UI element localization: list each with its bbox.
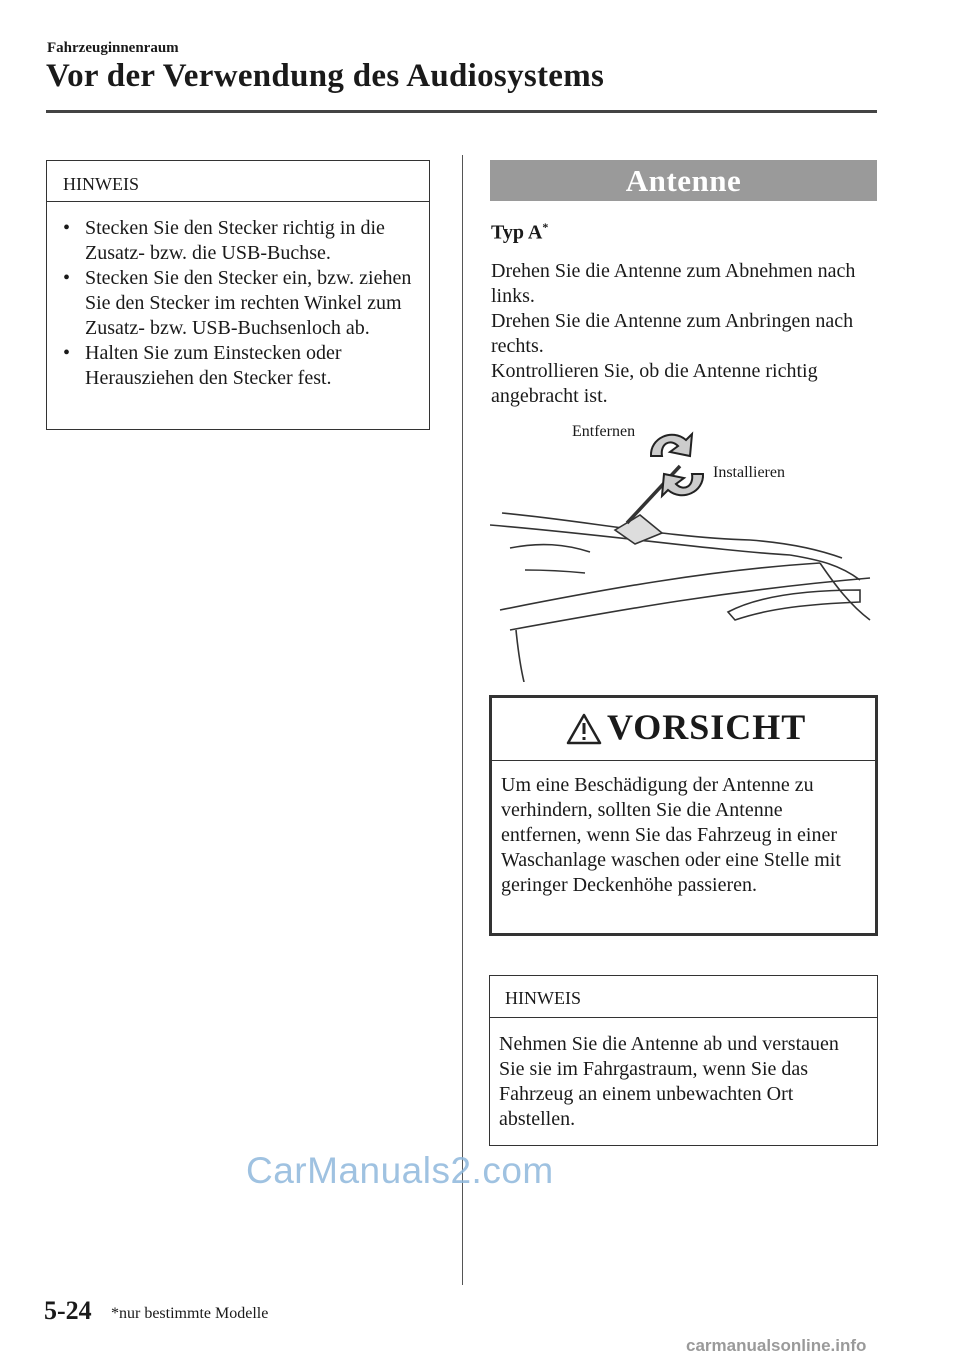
note-text: Nehmen Sie die Antenne ab und verstauen Sie sie im Fahrgastraum, wenn Sie das Fahrzeug an einem unbewachten Ort abstellen. [499,1033,839,1130]
note-list-item [63,266,421,341]
section-label: Fahrzeuginnenraum [47,40,179,56]
caution-text: Um eine Beschädigung der Antenne zu verhindern, sollten Sie die Antenne entfernen, wenn Sie das Fahrzeug in einer Waschanlage waschen oder eine Stelle mit geringer Deckenhöhe passieren. [501,774,841,896]
footnote-marker: * [542,220,549,234]
caution-header [492,698,875,761]
note-item-text: Stecken Sie den Stecker richtig in die Zusatz- bzw. die USB-Buchse. [85,217,385,264]
instruction-paragraph: Drehen Sie die Antenne zum Abnehmen nach links. [491,260,856,307]
note-list-item [63,216,421,266]
bullet-icon: • [63,342,71,364]
type-a-heading [491,220,548,245]
note-item-text: Stecken Sie den Stecker ein, bzw. ziehen Sie den Stecker im rechten Winkel zum Zusatz- bzw. USB-Buchsenloch ab. [85,267,412,339]
title-rule [46,110,877,113]
note-box-left [46,160,430,430]
antenna-illustration [490,420,876,682]
bullet-icon: • [63,267,71,289]
note-heading: HINWEIS [47,161,429,202]
caution-box [489,695,878,936]
bullet-icon: • [63,217,71,239]
note-list [47,216,429,391]
instruction-paragraph: Drehen Sie die Antenne zum Anbringen nach rechts. [491,310,854,357]
instruction-paragraph: Kontrollieren Sie, ob die Antenne richtig angebracht ist. [491,360,818,407]
warning-triangle-icon [566,713,602,745]
antenne-section-heading: Antenne [490,160,877,201]
type-label: Typ A [491,221,543,244]
note-heading: HINWEIS [490,976,877,1018]
note-list-item [63,341,421,391]
figure-label-remove: Entfernen [572,423,636,440]
caution-title: VORSICHT [607,707,807,747]
watermark: CarManuals2.com [246,1150,554,1191]
column-divider [462,155,463,1285]
antenne-instructions [491,259,871,409]
footnote: *nur bestimmte Modelle [111,1305,269,1322]
note-item-text: Halten Sie zum Einstecken oder Herausziehen den Stecker fest. [85,342,342,389]
page-title: Vor der Verwendung des Audiosystems [46,58,605,94]
figure-label-install: Installieren [713,464,785,481]
note-box-right [489,975,878,1146]
site-watermark: carmanualsonline.info [686,1336,867,1355]
page-number: 5-24 [44,1296,92,1325]
